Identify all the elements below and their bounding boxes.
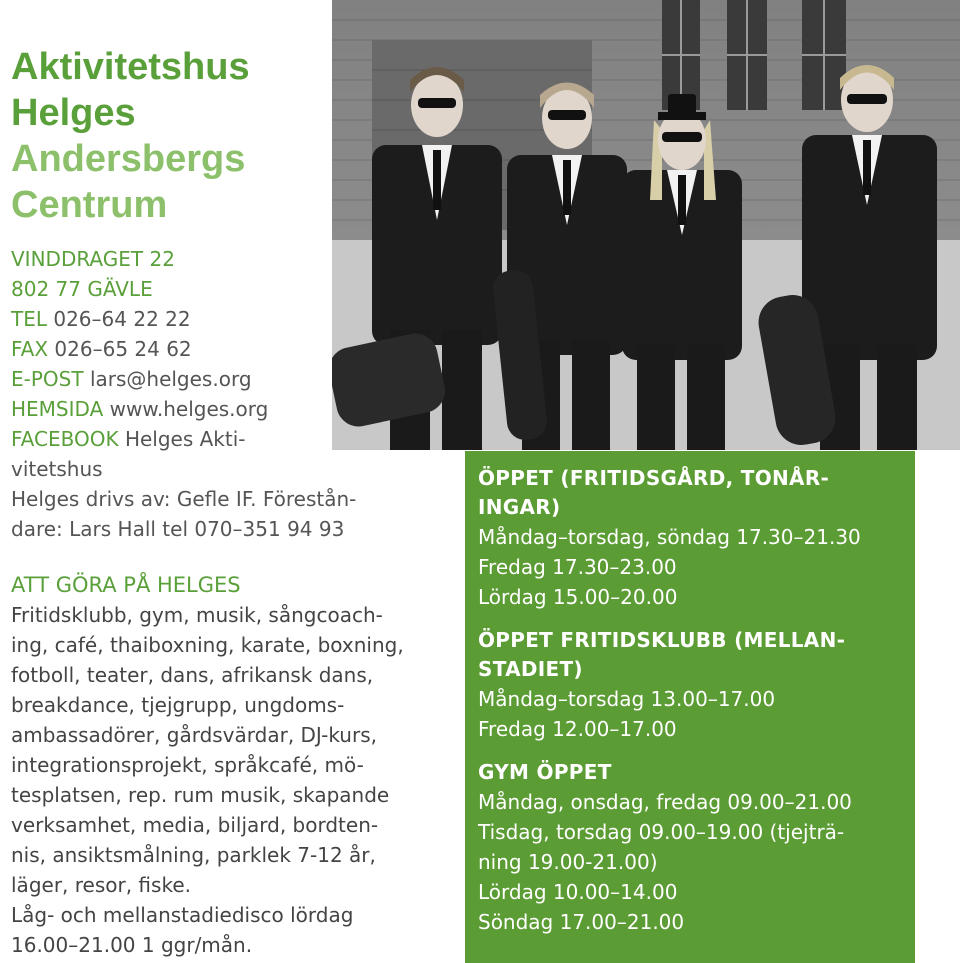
activity-line: tesplatsen, rep. rum musik, skapande — [11, 783, 390, 807]
activity-line: ambassadörer, gårdsvärdar, DJ-kurs, — [11, 723, 377, 747]
hours-row: Tisdag, torsdag 09.00–19.00 (tjejträ- — [478, 820, 845, 844]
activities-heading: ATT GÖRA PÅ HELGES — [11, 573, 241, 597]
activity-line: nis, ansiktsmålning, parklek 7-12 år, — [11, 843, 376, 867]
web-label: HEMSIDA — [11, 397, 104, 421]
heading-line-2: INGAR) — [478, 495, 561, 519]
heading-line-1: ÖPPET FRITIDSKLUBB (MELLAN- — [478, 628, 846, 652]
web-value[interactable]: www.helges.org — [109, 397, 269, 421]
hours-row: ning 19.00-21.00) — [478, 850, 658, 874]
activity-line: fotboll, teater, dans, afrikansk dans, — [11, 663, 374, 687]
tel-label: TEL — [11, 307, 47, 331]
band-photo-illustration — [332, 0, 960, 450]
facebook-value-1: Helges Akti- — [124, 427, 246, 451]
activity-line: läger, resor, fiske. — [11, 873, 191, 897]
hours-section-youth — [478, 464, 915, 612]
email-label: E-POST — [11, 367, 84, 391]
hours-row: Måndag–torsdag 13.00–17.00 — [478, 687, 776, 711]
heading-line-1: ÖPPET (FRITIDSGÅRD, TONÅR- — [478, 466, 830, 490]
opening-hours-box — [465, 451, 915, 963]
activity-line: integrationsprojekt, språkcafé, mö- — [11, 753, 364, 777]
email-value[interactable]: lars@helges.org — [89, 367, 252, 391]
fax-value: 026–65 24 62 — [54, 337, 192, 361]
activities-list — [11, 600, 451, 900]
activity-line: Fritidsklubb, gym, musik, sångcoach- — [11, 603, 383, 627]
subtitle-line-1: Andersbergs — [11, 138, 246, 180]
hours-section-heading — [478, 464, 915, 522]
activity-line: ing, café, thaiboxning, karate, boxning, — [11, 633, 404, 657]
hours-section-gym — [478, 758, 915, 937]
title-line-1: Aktivitetshus — [11, 46, 250, 88]
hours-section-heading — [478, 758, 915, 787]
run-by-line-1: Helges drivs av: Gefle IF. Förestån- — [11, 487, 357, 511]
title-line-2: Helges — [11, 92, 136, 134]
facebook-label: FACEBOOK — [11, 427, 119, 451]
hours-row: Söndag 17.00–21.00 — [478, 910, 685, 934]
disco-info — [11, 900, 451, 960]
street-address: VINDDRAGET 22 — [11, 247, 175, 271]
hours-row: Lördag 15.00–20.00 — [478, 585, 678, 609]
heading-line-2: STADIET) — [478, 657, 583, 681]
hours-row: Måndag, onsdag, fredag 09.00–21.00 — [478, 790, 852, 814]
hours-row: Lördag 10.00–14.00 — [478, 880, 678, 904]
heading-line-1: GYM ÖPPET — [478, 760, 612, 784]
band-photo — [332, 0, 960, 450]
disco-line-1: Låg- och mellanstadiedisco lördag — [11, 903, 354, 927]
hours-row: Måndag–torsdag, söndag 17.30–21.30 — [478, 525, 861, 549]
hours-row: Fredag 12.00–17.00 — [478, 717, 677, 741]
activity-line: breakdance, tjejgrupp, ungdoms- — [11, 693, 345, 717]
hours-section-club — [478, 626, 915, 744]
subtitle-line-2: Centrum — [11, 184, 168, 226]
fax-label: FAX — [11, 337, 49, 361]
hours-section-heading — [478, 626, 915, 684]
facebook-value-2: vitetshus — [11, 457, 103, 481]
disco-line-2: 16.00–21.00 1 ggr/mån. — [11, 933, 253, 957]
postal-address: 802 77 GÄVLE — [11, 277, 153, 301]
tel-value: 026–64 22 22 — [53, 307, 191, 331]
run-by-line-2: dare: Lars Hall tel 070–351 94 93 — [11, 517, 345, 541]
hours-row: Fredag 17.30–23.00 — [478, 555, 677, 579]
activity-line: verksamhet, media, biljard, bordten- — [11, 813, 379, 837]
